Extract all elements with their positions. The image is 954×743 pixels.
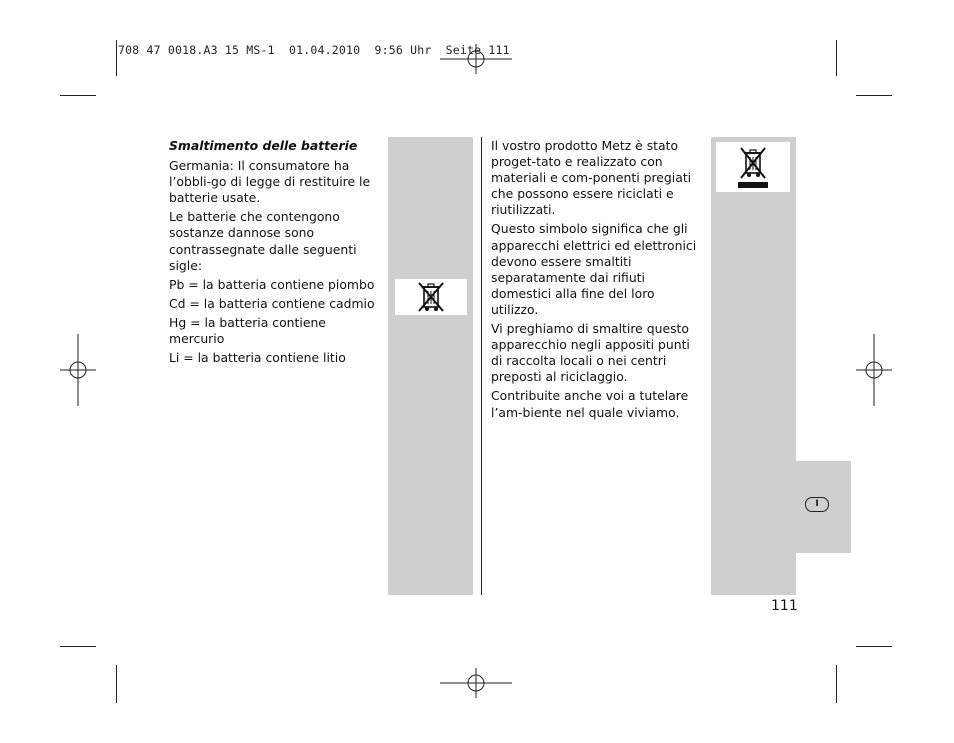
paragraph: Contribuite anche voi a tutelare l’am-biente nel quale viviamo. — [491, 388, 689, 420]
registration-mark-bottom — [440, 668, 512, 698]
crop-mark — [856, 646, 892, 647]
crop-mark — [836, 665, 837, 703]
sidebar-gray-right — [711, 137, 796, 595]
battery-code-hg: Hg = la batteria contiene mercurio — [169, 314, 326, 347]
page-number: 111 — [771, 598, 798, 614]
paragraph: Questo simbolo significa che gli apparecchi elettrici ed elettronici devono essere smaltiti separatamente dai rifiuti domestici alla fine del loro utilizzo. — [491, 221, 697, 317]
crop-mark — [116, 665, 117, 703]
language-badge: I — [805, 497, 829, 512]
right-column — [491, 138, 705, 424]
weee-bar — [738, 182, 768, 188]
registration-mark-right — [856, 334, 892, 406]
registration-mark-top — [440, 44, 512, 74]
battery-code-li: Li = la batteria contiene litio — [169, 350, 346, 366]
paragraph: Germania: Il consumatore ha l’obbli-go di legge di restituire le batterie usate. — [169, 158, 371, 206]
registration-mark-left — [60, 334, 96, 406]
print-slug: 708 47 0018.A3 15 MS-1 01.04.2010 9:56 Uhr Seite 111 — [118, 43, 510, 57]
crop-mark — [856, 95, 892, 96]
column-divider — [481, 137, 482, 595]
battery-code-cd: Cd = la batteria contiene cadmio — [169, 295, 375, 311]
crop-mark — [836, 40, 837, 76]
crop-mark — [60, 646, 96, 647]
crop-mark — [60, 95, 96, 96]
paragraph: Vi preghiamo di smaltire questo apparecchio negli appositi punti di raccolta locali o nei centri preposti al riciclaggio. — [491, 321, 690, 385]
sidebar-gray-left — [388, 137, 473, 595]
battery-disposal-symbol — [395, 279, 467, 315]
weee-disposal-symbol — [716, 142, 790, 192]
crossed-out-wheelie-bin-icon — [416, 281, 446, 313]
crop-mark — [116, 40, 117, 76]
paragraph: Il vostro prodotto Metz è stato proget-tato e realizzato con materiali e com-ponenti pregiati che possono essere riciclati e riutilizzati. — [491, 138, 692, 218]
paragraph: Le batterie che contengono sostanze dannose sono contrassegnate dalle seguenti sigle: — [169, 209, 357, 273]
crossed-out-wheelie-bin-with-bar-icon — [737, 146, 769, 180]
left-column — [169, 138, 381, 369]
section-heading: Smaltimento delle batterie — [169, 138, 358, 153]
battery-code-pb: Pb = la batteria contiene piombo — [169, 276, 375, 292]
